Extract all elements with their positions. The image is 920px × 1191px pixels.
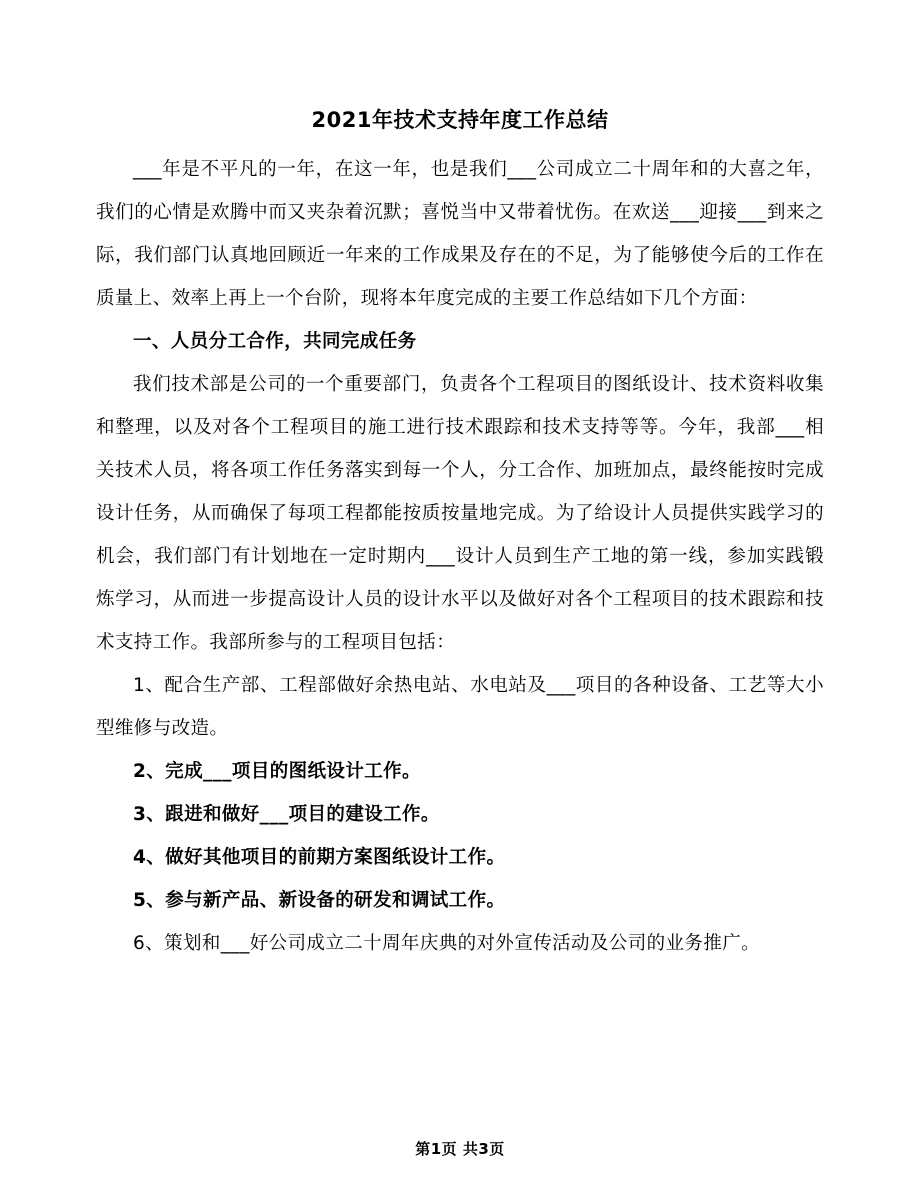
list-item-2: 2、完成___项目的图纸设计工作。 [133,761,421,782]
paragraph-2: 我们技术部是公司的一个重要部门，负责各个工程项目的图纸设计、技术资料收集和整理，以及对各个工程项目的施工进行技术跟踪和技术支持等等。今年，我部___相关技术人员，将各项工作任务落实到每一个人，分工合作、加班加点，最终能按时完成设计任务，从而确保了每项工程都能按质按量地完成。为了给设计人员提供实践学习的机会，我们部门有计划地在一定时期内___设计人员到生产工地的第一线，参加实践锻炼学习，从而进一步提高设计人员的设计水平以及做好对各个工程项目的技术跟踪和技术支持工作。我部所参与的工程项目包括： [96,374,824,653]
page-footer: 第1页 共3页 [415,1140,505,1158]
list-item-5: 5、参与新产品、新设备的研发和调试工作。 [133,890,506,911]
list-item-1: 1、配合生产部、工程部做好余热电站、水电站及___项目的各种设备、工艺等大小型维修与改造。 [96,675,824,739]
page-title: 2021年技术支持年度工作总结 [311,108,609,132]
list-item-6: 6、策划和___好公司成立二十周年庆典的对外宣传活动及公司的业务推广。 [133,933,761,954]
list-item-3: 3、跟进和做好___项目的建设工作。 [133,804,440,825]
document-body [96,148,824,965]
section-heading-1: 一、人员分工合作，共同完成任务 [133,331,417,352]
list-item-4: 4、做好其他项目的前期方案图纸设计工作。 [133,847,506,868]
paragraph-1: ___年是不平凡的一年，在这一年，也是我们___公司成立二十周年和的大喜之年，我们的心情是欢腾中而又夹杂着沉默；喜悦当中又带着忧伤。在欢送___迎接___到来之际，我们部门认真地回顾近一年来的工作成果及存在的不足，为了能够使今后的工作在质量上、效率上再上一个台阶，现将本年度完成的主要工作总结如下几个方面： [96,159,824,309]
